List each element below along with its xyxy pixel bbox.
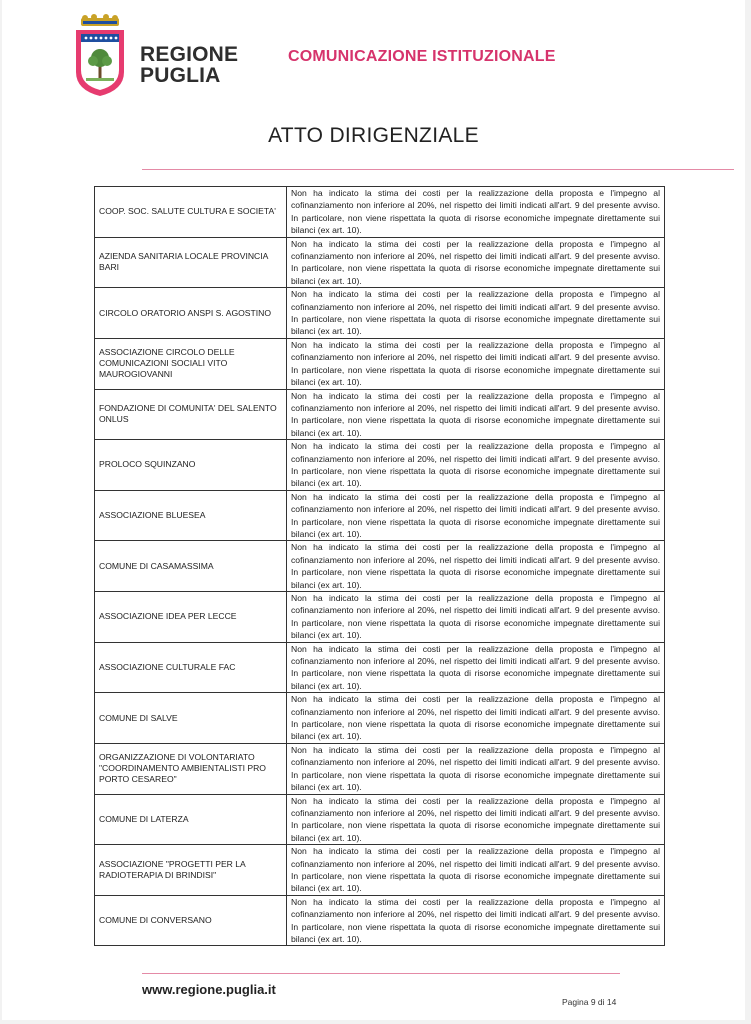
entity-name-cell: COOP. SOC. SALUTE CULTURA E SOCIETA' xyxy=(95,187,287,238)
reason-cell: Non ha indicato la stima dei costi per la realizzazione della proposta e l'impegno al cofinanziamento non inferiore al 20%, nel rispetto dei limiti indicati all'art. 9 del presente avviso. In particolare, non viene rispettata la quota di risorse economiche impegnate direttamente sui bilanci (ex art. 10). xyxy=(287,389,665,440)
entity-name-cell: ASSOCIAZIONE CULTURALE FAC xyxy=(95,642,287,693)
reason-cell: Non ha indicato la stima dei costi per la realizzazione della proposta e l'impegno al cofinanziamento non inferiore al 20%, nel rispetto dei limiti indicati all'art. 9 del presente avviso. In particolare, non viene rispettata la quota di risorse economiche impegnate direttamente sui bilanci (ex art. 10). xyxy=(287,440,665,491)
entity-name-cell: PROLOCO SQUINZANO xyxy=(95,440,287,491)
reason-cell: Non ha indicato la stima dei costi per la realizzazione della proposta e l'impegno al cofinanziamento non inferiore al 20%, nel rispetto dei limiti indicati all'art. 9 del presente avviso. In particolare, non viene rispettata la quota di risorse economiche impegnate direttamente sui bilanci (ex art. 10). xyxy=(287,693,665,744)
entities-table xyxy=(94,186,665,946)
table-row xyxy=(95,794,665,845)
entity-name-cell: CIRCOLO ORATORIO ANSPI S. AGOSTINO xyxy=(95,288,287,339)
table-row xyxy=(95,237,665,288)
entity-name-cell: COMUNE DI CASAMASSIMA xyxy=(95,541,287,592)
table-row xyxy=(95,440,665,491)
entity-name-cell: ORGANIZZAZIONE DI VOLONTARIATO "COORDINAMENTO AMBIENTALISTI PRO PORTO CESAREO" xyxy=(95,743,287,794)
document-page xyxy=(2,0,745,1020)
table-row xyxy=(95,389,665,440)
reason-cell: Non ha indicato la stima dei costi per la realizzazione della proposta e l'impegno al cofinanziamento non inferiore al 20%, nel rispetto dei limiti indicati all'art. 9 del presente avviso. In particolare, non viene rispettata la quota di risorse economiche impegnate direttamente sui bilanci (ex art. 10). xyxy=(287,743,665,794)
table-row xyxy=(95,642,665,693)
table-row xyxy=(95,288,665,339)
reason-cell: Non ha indicato la stima dei costi per la realizzazione della proposta e l'impegno al cofinanziamento non inferiore al 20%, nel rispetto dei limiti indicati all'art. 9 del presente avviso. In particolare, non viene rispettata la quota di risorse economiche impegnate direttamente sui bilanci (ex art. 10). xyxy=(287,845,665,896)
table-row xyxy=(95,187,665,238)
reason-cell: Non ha indicato la stima dei costi per la realizzazione della proposta e l'impegno al cofinanziamento non inferiore al 20%, nel rispetto dei limiti indicati all'art. 9 del presente avviso. In particolare, non viene rispettata la quota di risorse economiche impegnate direttamente sui bilanci (ex art. 10). xyxy=(287,794,665,845)
reason-cell: Non ha indicato la stima dei costi per la realizzazione della proposta e l'impegno al cofinanziamento non inferiore al 20%, nel rispetto dei limiti indicati all'art. 9 del presente avviso. In particolare, non viene rispettata la quota di risorse economiche impegnate direttamente sui bilanci (ex art. 10). xyxy=(287,541,665,592)
brand-line-1: REGIONE xyxy=(140,43,239,66)
page-title: ATTO DIRIGENZIALE xyxy=(268,124,479,147)
page-number: Pagina 9 di 14 xyxy=(562,997,617,1007)
reason-cell: Non ha indicato la stima dei costi per la realizzazione della proposta e l'impegno al cofinanziamento non inferiore al 20%, nel rispetto dei limiti indicati all'art. 9 del presente avviso. In particolare, non viene rispettata la quota di risorse economiche impegnate direttamente sui bilanci (ex art. 10). xyxy=(287,895,665,946)
table-row xyxy=(95,693,665,744)
table-row xyxy=(95,895,665,946)
entity-name-cell: COMUNE DI SALVE xyxy=(95,693,287,744)
entity-name-cell: ASSOCIAZIONE BLUESEA xyxy=(95,490,287,541)
entity-name-cell: ASSOCIAZIONE CIRCOLO DELLE COMUNICAZIONI SOCIALI VITO MAUROGIOVANNI xyxy=(95,338,287,389)
entity-name-cell: ASSOCIAZIONE IDEA PER LECCE xyxy=(95,592,287,643)
table-row xyxy=(95,490,665,541)
entity-name-cell: COMUNE DI LATERZA xyxy=(95,794,287,845)
reason-cell: Non ha indicato la stima dei costi per la realizzazione della proposta e l'impegno al cofinanziamento non inferiore al 20%, nel rispetto dei limiti indicati all'art. 9 del presente avviso. In particolare, non viene rispettata la quota di risorse economiche impegnate direttamente sui bilanci (ex art. 10). xyxy=(287,642,665,693)
reason-cell: Non ha indicato la stima dei costi per la realizzazione della proposta e l'impegno al cofinanziamento non inferiore al 20%, nel rispetto dei limiti indicati all'art. 9 del presente avviso. In particolare, non viene rispettata la quota di risorse economiche impegnate direttamente sui bilanci (ex art. 10). xyxy=(287,490,665,541)
reason-cell: Non ha indicato la stima dei costi per la realizzazione della proposta e l'impegno al cofinanziamento non inferiore al 20%, nel rispetto dei limiti indicati all'art. 9 del presente avviso. In particolare, non viene rispettata la quota di risorse economiche impegnate direttamente sui bilanci (ex art. 10). xyxy=(287,288,665,339)
table-row xyxy=(95,743,665,794)
brand-line-2: PUGLIA xyxy=(140,64,221,87)
table-row xyxy=(95,592,665,643)
brand-name xyxy=(140,44,238,86)
regione-puglia-logo xyxy=(72,14,128,98)
header-divider xyxy=(142,169,734,170)
entity-name-cell: FONDAZIONE DI COMUNITA' DEL SALENTO ONLUS xyxy=(95,389,287,440)
footer-url: www.regione.puglia.it xyxy=(142,982,276,997)
entity-name-cell: AZIENDA SANITARIA LOCALE PROVINCIA BARI xyxy=(95,237,287,288)
footer-divider xyxy=(142,973,620,974)
entity-name-cell: ASSOCIAZIONE "PROGETTI PER LA RADIOTERAPIA DI BRINDISI" xyxy=(95,845,287,896)
reason-cell: Non ha indicato la stima dei costi per la realizzazione della proposta e l'impegno al cofinanziamento non inferiore al 20%, nel rispetto dei limiti indicati all'art. 9 del presente avviso. In particolare, non viene rispettata la quota di risorse economiche impegnate direttamente sui bilanci (ex art. 10). xyxy=(287,338,665,389)
reason-cell: Non ha indicato la stima dei costi per la realizzazione della proposta e l'impegno al cofinanziamento non inferiore al 20%, nel rispetto dei limiti indicati all'art. 9 del presente avviso. In particolare, non viene rispettata la quota di risorse economiche impegnate direttamente sui bilanci (ex art. 10). xyxy=(287,237,665,288)
reason-cell: Non ha indicato la stima dei costi per la realizzazione della proposta e l'impegno al cofinanziamento non inferiore al 20%, nel rispetto dei limiti indicati all'art. 9 del presente avviso. In particolare, non viene rispettata la quota di risorse economiche impegnate direttamente sui bilanci (ex art. 10). xyxy=(287,187,665,238)
entity-name-cell: COMUNE DI CONVERSANO xyxy=(95,895,287,946)
section-heading: COMUNICAZIONE ISTITUZIONALE xyxy=(288,48,556,65)
reason-cell: Non ha indicato la stima dei costi per la realizzazione della proposta e l'impegno al cofinanziamento non inferiore al 20%, nel rispetto dei limiti indicati all'art. 9 del presente avviso. In particolare, non viene rispettata la quota di risorse economiche impegnate direttamente sui bilanci (ex art. 10). xyxy=(287,592,665,643)
table-row xyxy=(95,541,665,592)
table-row xyxy=(95,845,665,896)
table-row xyxy=(95,338,665,389)
